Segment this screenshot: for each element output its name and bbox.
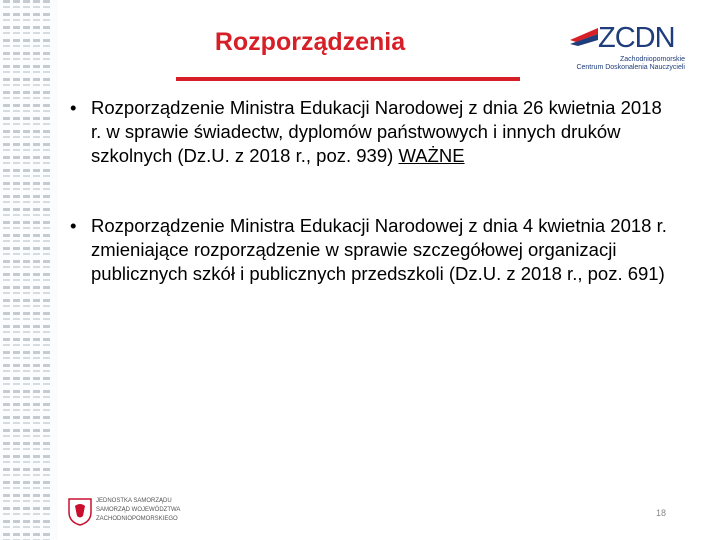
bullet-item	[70, 214, 670, 286]
footer-logo	[66, 496, 196, 526]
zcdn-logo-icon	[570, 28, 598, 50]
zcdn-logo	[570, 22, 685, 76]
bullet-list	[70, 96, 670, 286]
logo-name: ZCDN	[598, 22, 675, 54]
important-label: WAŻNE	[398, 145, 465, 166]
footer-line-3: ZACHODNIOPOMORSKIEGO	[96, 516, 178, 522]
griffin-emblem-icon	[66, 496, 94, 526]
logo-subtitle-1: Zachodniopomorskie	[620, 56, 685, 63]
logo-subtitle-2: Centrum Doskonalenia Nauczycieli	[576, 64, 685, 71]
bullet-marker: •	[70, 97, 77, 118]
decorative-text-strip	[0, 0, 58, 540]
page-number: 18	[655, 508, 666, 518]
bullet-item	[70, 96, 670, 168]
title-underline	[176, 77, 520, 81]
footer-line-2: SAMORZĄD WOJEWÓDZTWA	[96, 507, 181, 513]
bullet-text: Rozporządzenie Ministra Edukacji Narodowej z dnia 4 kwietnia 2018 r. zmieniające rozporządzenie w sprawie szczegółowej organizacji publicznych szkół i publicznych przedszkoli (Dz.U. z 2018 r., poz. 691)	[91, 215, 667, 284]
bullet-marker: •	[70, 215, 77, 236]
footer-line-1: JEDNOSTKA SAMORZĄDU	[96, 498, 172, 504]
bullet-text: Rozporządzenie Ministra Edukacji Narodowej z dnia 26 kwietnia 2018 r. w sprawie świadectw, dyplomów państwowych i innych druków szkolnych (Dz.U. z 2018 r., poz. 939)	[91, 97, 662, 166]
slide-title: Rozporządzenia	[214, 28, 406, 56]
